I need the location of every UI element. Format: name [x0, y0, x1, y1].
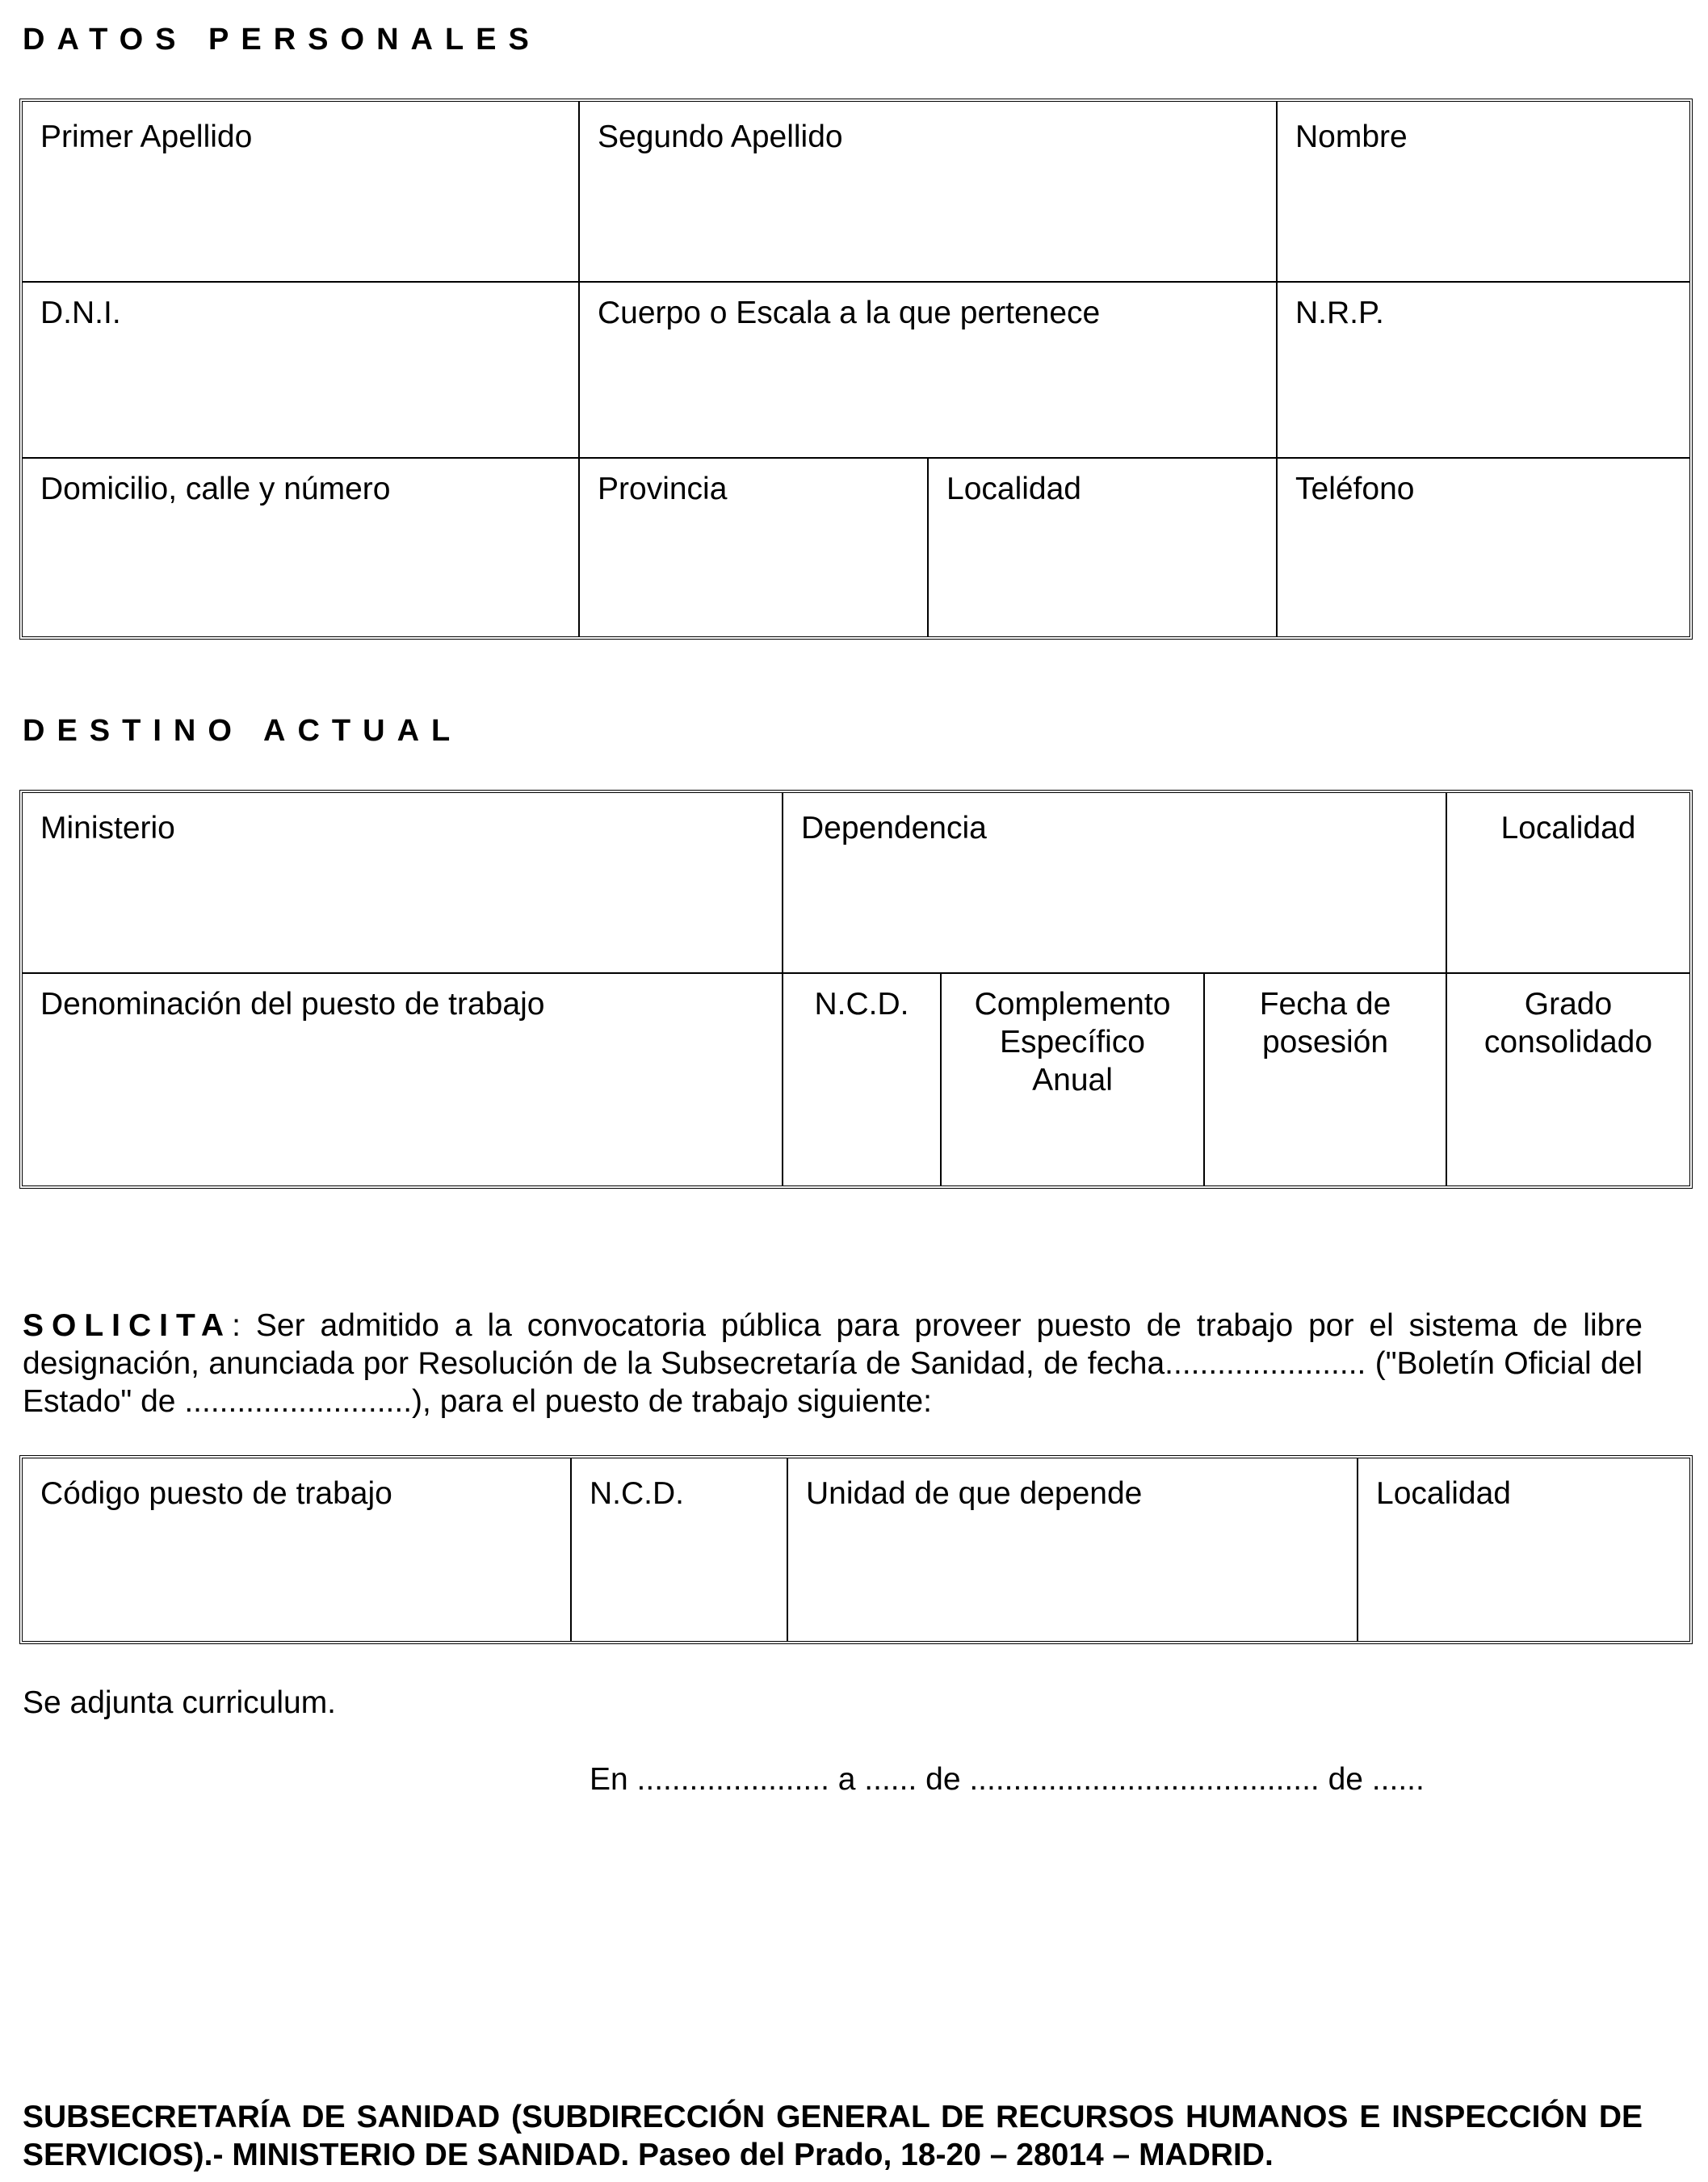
- telefono-field[interactable]: Teléfono: [1295, 472, 1415, 506]
- puesto-ncd-field[interactable]: N.C.D.: [590, 1476, 684, 1511]
- nombre-field[interactable]: Nombre: [1295, 120, 1408, 154]
- fecha-lugar-line: En ...................... a ...... de ........................................ de ......: [590, 1762, 1425, 1797]
- solicita-paragraph: [23, 1307, 1643, 1420]
- puesto-localidad-field[interactable]: Localidad: [1376, 1476, 1511, 1511]
- localidad-field[interactable]: Localidad: [946, 472, 1081, 506]
- footer-address: SUBSECRETARÍA DE SANIDAD (SUBDIRECCIÓN GENERAL DE RECURSOS HUMANOS E INSPECCIÓN DE SERVICIOS).- MINISTERIO DE SANIDAD. Paseo del Prado, 18-20 – 28014 – MADRID.: [23, 2100, 1643, 2172]
- destino-actual-heading: DESTINO ACTUAL: [23, 714, 463, 748]
- nrp-field[interactable]: N.R.P.: [1295, 296, 1384, 330]
- primer-apellido-field[interactable]: Primer Apellido: [40, 120, 253, 154]
- ncd-field[interactable]: N.C.D.: [814, 987, 909, 1022]
- codigo-puesto-field[interactable]: Código puesto de trabajo: [40, 1476, 392, 1511]
- datos-personales-heading: DATOS PERSONALES: [23, 23, 541, 57]
- solicita-lead: SOLICITA: [23, 1308, 233, 1343]
- complemento-especifico-field[interactable]: Complemento Específico Anual: [974, 987, 1171, 1097]
- dependencia-field[interactable]: Dependencia: [801, 811, 987, 846]
- cuerpo-escala-field[interactable]: Cuerpo o Escala a la que pertenece: [598, 296, 1101, 330]
- datos-personales-table: [19, 99, 1693, 640]
- destino-localidad-field[interactable]: Localidad: [1500, 811, 1636, 846]
- destino-actual-table: [19, 790, 1693, 1189]
- puesto-solicitado-table: [19, 1455, 1693, 1644]
- provincia-field[interactable]: Provincia: [598, 472, 728, 506]
- fecha-posesion-field[interactable]: Fecha de posesión: [1259, 987, 1391, 1060]
- segundo-apellido-field[interactable]: Segundo Apellido: [598, 120, 843, 154]
- solicita-text: : Ser admitido a la convocatoria pública para proveer puesto de trabajo por el sistema de libre designación, anunciada por Resolución de la Subsecretaría de Sanidad, de fecha....................... ("Boletín Oficial del Estado" de ..........................), para el puesto de trabajo siguiente:: [23, 1308, 1643, 1419]
- denominacion-field[interactable]: Denominación del puesto de trabajo: [40, 987, 545, 1022]
- domicilio-field[interactable]: Domicilio, calle y número: [40, 472, 391, 506]
- unidad-depende-field[interactable]: Unidad de que depende: [806, 1476, 1143, 1511]
- adjunta-curriculum-text: Se adjunta curriculum.: [23, 1685, 337, 1720]
- grado-consolidado-field[interactable]: Grado consolidado: [1483, 987, 1653, 1060]
- dni-field[interactable]: D.N.I.: [40, 296, 121, 330]
- ministerio-field[interactable]: Ministerio: [40, 811, 175, 846]
